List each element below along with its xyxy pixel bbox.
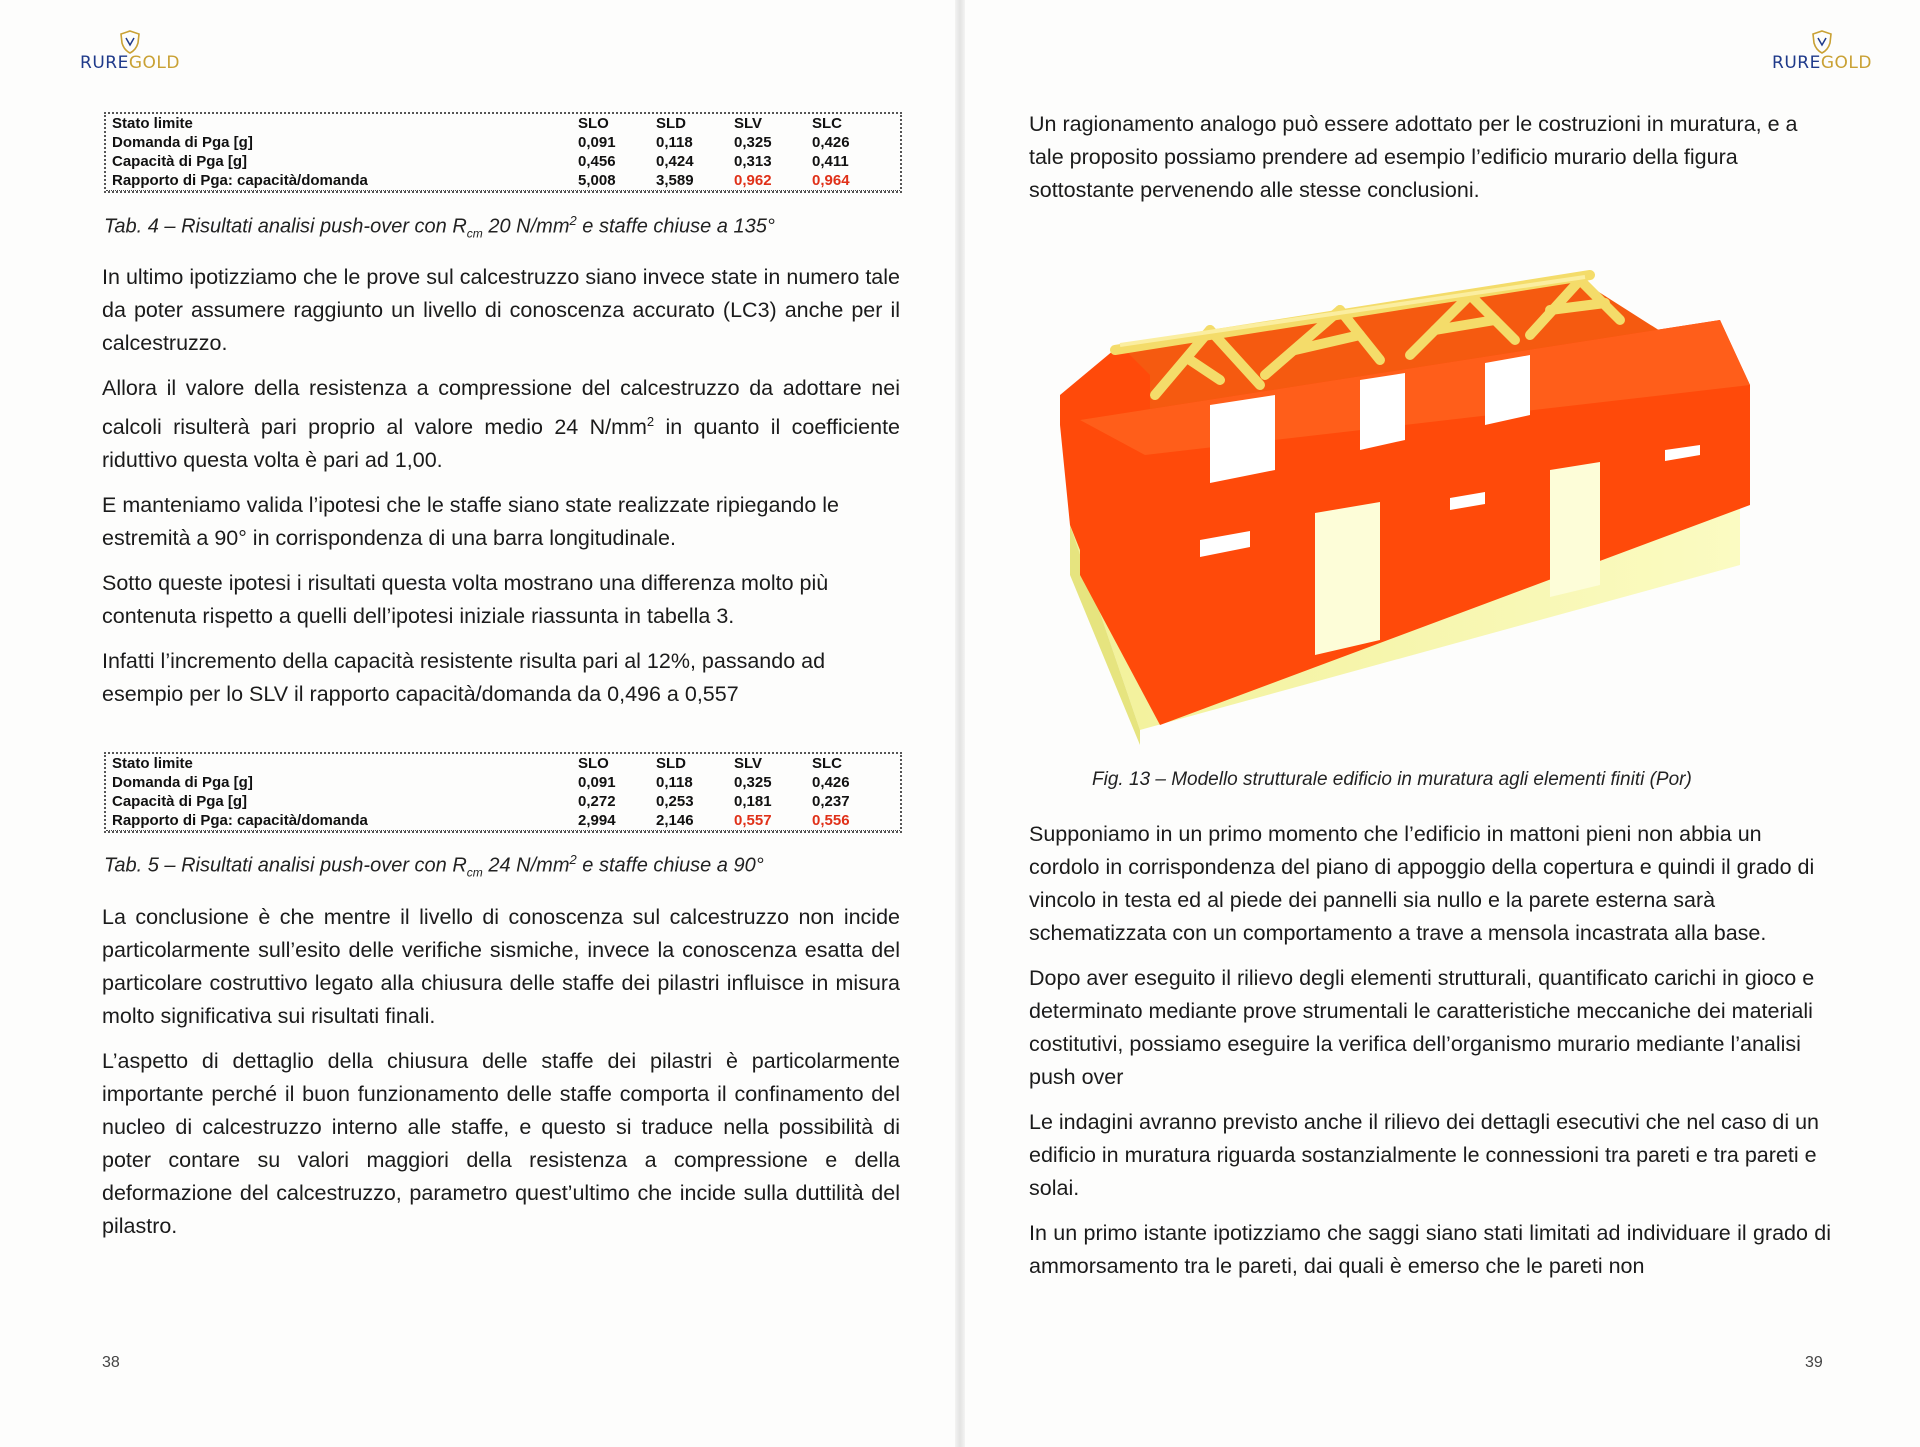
paragraph: Infatti l’incremento della capacità resistente risulta pari al 12%, passando ad esempio per lo SLV il rapporto capacità/domanda da 0,496 a 0,557 bbox=[102, 649, 826, 707]
brand-name: RUREGOLD bbox=[1772, 53, 1872, 73]
brand-logo bbox=[1772, 30, 1872, 72]
table-cell: 0,411 bbox=[812, 153, 849, 170]
table-row bbox=[106, 171, 900, 191]
paragraph: Supponiamo in un primo momento che l’edificio in mattoni pieni non abbia un cordolo in corrispondenza del piano di appoggio della copertura e quindi il grado di vincolo in testa ed al piede dei pannelli sia nullo e la parete esterna sarà schematizzata con un comportamento a trave a mensola incastrata alla base. bbox=[1029, 822, 1815, 945]
table-cell: 0,456 bbox=[578, 153, 616, 170]
table-cell: 3,589 bbox=[656, 172, 694, 189]
table-row bbox=[106, 152, 900, 171]
right-page bbox=[960, 0, 1920, 1447]
paragraph: Le indagini avranno previsto anche il rilievo dei dettagli esecutivi che nel caso di un edificio in muratura riguarda sostanzialmente le connessioni tra pareti e tra pareti e solai. bbox=[1029, 1110, 1820, 1200]
table-cell: 0,426 bbox=[812, 134, 850, 151]
door-opening bbox=[1315, 502, 1380, 655]
table-header-cell: SLO bbox=[578, 755, 609, 772]
body-text-upper bbox=[102, 261, 900, 723]
table-header-cell: Stato limite bbox=[112, 755, 193, 772]
paragraph: In ultimo ipotizziamo che le prove sul calcestruzzo siano invece state in numero tale da poter assumere raggiunto un livello di conoscenza accurato (LC3) anche per il calcestruzzo. bbox=[102, 265, 900, 355]
table-cell: Rapporto di Pga: capacità/domanda bbox=[112, 812, 368, 829]
table-row bbox=[106, 792, 900, 811]
table-cell: 0,091 bbox=[578, 774, 616, 791]
table-cell: 2,994 bbox=[578, 812, 616, 829]
paragraph: La conclusione è che mentre il livello di conoscenza sul calcestruzzo non incide particolarmente sull’esito delle verifiche sismiche, invece la conoscenza esatta del particolare costruttivo legato alla chiusura delle staffe dei pilastri influisce in misura molto significativa sui risultati finali. bbox=[102, 905, 900, 1028]
table-header-cell: SLD bbox=[656, 755, 686, 772]
table-row bbox=[106, 811, 900, 831]
table-cell: 0,272 bbox=[578, 793, 616, 810]
table-cell-highlight: 0,962 bbox=[734, 172, 772, 189]
table-header-cell: SLO bbox=[578, 115, 609, 132]
table-header bbox=[106, 114, 900, 133]
table-5 bbox=[104, 752, 902, 833]
building-model-figure bbox=[1060, 255, 1780, 745]
table-header-cell: SLV bbox=[734, 115, 763, 132]
table-cell: 0,237 bbox=[812, 793, 850, 810]
paragraph: Allora il valore della resistenza a compressione del calcestruzzo da adottare nei calcoli risulterà pari proprio al valore medio 24 $N/mm^2$ in quanto il coefficiente riduttivo questa volta è pari ad 1,00. bbox=[102, 376, 900, 473]
table-header-cell: Stato limite bbox=[112, 115, 193, 132]
table-header bbox=[106, 754, 900, 773]
table-cell: 0,325 bbox=[734, 134, 772, 151]
table-cell: 2,146 bbox=[656, 812, 694, 829]
shield-icon bbox=[1811, 30, 1833, 54]
paragraph: Sotto queste ipotesi i risultati questa volta mostrano una differenza molto più contenuta rispetto a quelli dell’ipotesi iniziale riassunta in tabella 3. bbox=[102, 571, 829, 629]
table-cell: 0,313 bbox=[734, 153, 772, 170]
body-text-lower bbox=[102, 901, 900, 1255]
table-header-cell: SLD bbox=[656, 115, 686, 132]
shield-icon bbox=[119, 30, 141, 54]
window-opening bbox=[1485, 355, 1530, 425]
table-cell: 5,008 bbox=[578, 172, 616, 189]
table-cell: Rapporto di Pga: capacità/domanda bbox=[112, 172, 368, 189]
page-number: 39 bbox=[1805, 1354, 1823, 1371]
table-cell: 0,325 bbox=[734, 774, 772, 791]
brand-name: RUREGOLD bbox=[80, 53, 180, 73]
paragraph: E manteniamo valida l’ipotesi che le staffe siano state realizzate ripiegando le estremità a 90° in corrispondenza di una barra longitudinale. bbox=[102, 493, 840, 551]
table-cell: Domanda di Pga [g] bbox=[112, 774, 253, 791]
paragraph: In un primo istante ipotizziamo che saggi siano stati limitati ad individuare il grado di ammorsamento tra le pareti, dai quali è emerso che le pareti non bbox=[1029, 1221, 1831, 1278]
table-header-cell: SLC bbox=[812, 755, 842, 772]
body-text-right bbox=[1029, 818, 1831, 1295]
door-opening bbox=[1550, 462, 1600, 597]
table-4 bbox=[104, 112, 902, 193]
table-cell: Domanda di Pga [g] bbox=[112, 134, 253, 151]
table-4-caption: Tab. 4 – Risultati analisi push-over con $R_{cm}$ 20 $N/mm^2$ e staffe chiuse a 135° bbox=[104, 213, 775, 241]
table-row bbox=[106, 773, 900, 792]
window-opening bbox=[1210, 395, 1275, 483]
intro-text bbox=[1029, 108, 1829, 219]
table-cell: 0,426 bbox=[812, 774, 850, 791]
table-row bbox=[106, 133, 900, 152]
table-header-cell: SLC bbox=[812, 115, 842, 132]
brand-logo bbox=[80, 30, 180, 72]
table-cell: 0,181 bbox=[734, 793, 772, 810]
table-cell-highlight: 0,556 bbox=[812, 812, 850, 829]
table-cell: 0,253 bbox=[656, 793, 694, 810]
page-number: 38 bbox=[102, 1354, 120, 1371]
table-cell: Capacità di Pga [g] bbox=[112, 793, 248, 810]
table-cell: Capacità di Pga [g] bbox=[112, 153, 248, 170]
table-cell: 0,118 bbox=[656, 134, 693, 151]
table-header-cell: SLV bbox=[734, 755, 763, 772]
table-cell: 0,118 bbox=[656, 774, 693, 791]
table-cell-highlight: 0,964 bbox=[812, 172, 850, 189]
window-opening bbox=[1360, 373, 1405, 450]
table-cell: 0,091 bbox=[578, 134, 616, 151]
paragraph: Dopo aver eseguito il rilievo degli elementi strutturali, quantificato carichi in gioco e determinato mediante prove strumentali le caratteristiche meccaniche dei materiali costitutivi, possiamo eseguire la verifica dell’organismo murario mediante l’analisi push over bbox=[1029, 966, 1815, 1089]
table-5-caption: Tab. 5 – Risultati analisi push-over con $R_{cm}$ 24 $N/mm^2$ e staffe chiuse a 90° bbox=[104, 852, 764, 880]
paragraph: Un ragionamento analogo può essere adottato per le costruzioni in muratura, e a tale proposito possiamo prendere ad esempio l’edificio murario della figura sottostante pervenendo alle stesse conclusioni. bbox=[1029, 112, 1798, 202]
table-cell-highlight: 0,557 bbox=[734, 812, 772, 829]
paragraph: L’aspetto di dettaglio della chiusura delle staffe dei pilastri è particolarmente importante perché il buon funzionamento delle staffe comporta il confinamento del nucleo di calcestruzzo interno alle staffe, e questo si traduce nella possibilità di poter contare su valori maggiori della resistenza a compressione e della deformazione del calcestruzzo, parametro quest’ultimo che incide sulla duttilità del pilastro. bbox=[102, 1049, 900, 1238]
table-cell: 0,424 bbox=[656, 153, 694, 170]
figure-caption: Fig. 13 – Modello strutturale edificio in muratura agli elementi finiti (Por) bbox=[1092, 769, 1692, 790]
